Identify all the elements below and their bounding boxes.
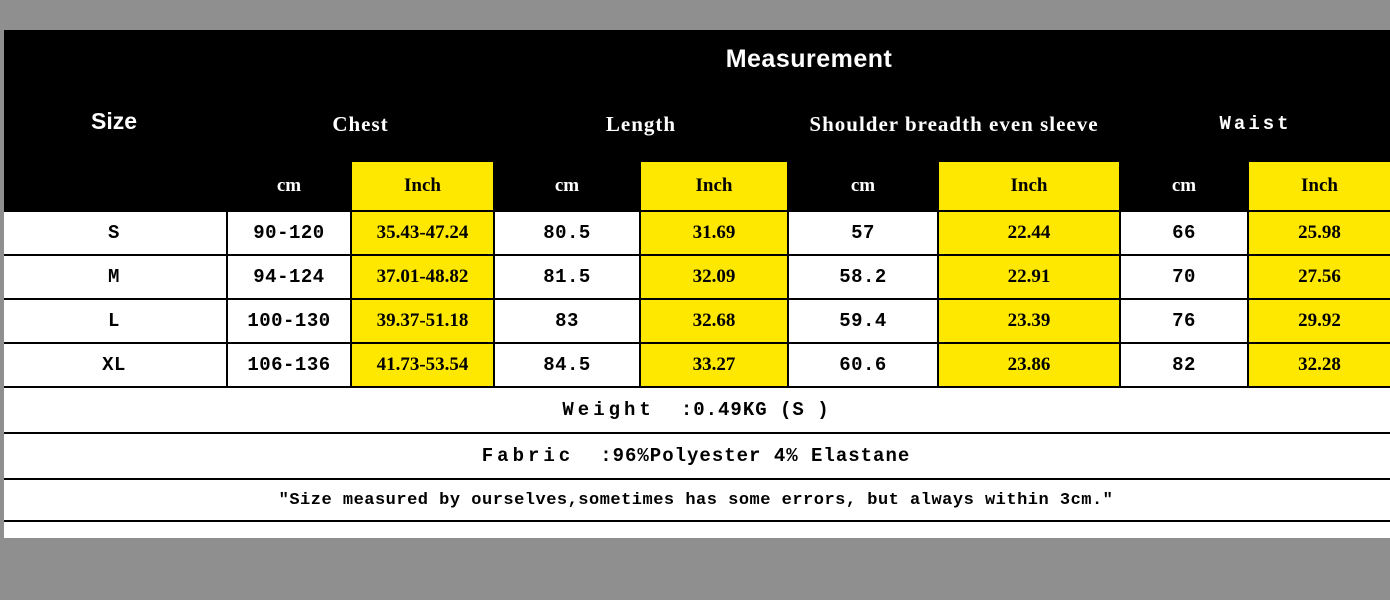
header-unit-waist-inch: Inch xyxy=(1248,161,1390,211)
header-unit-shoulder-cm: cm xyxy=(788,161,938,211)
cell-shoulder-inch: 23.86 xyxy=(938,343,1120,387)
disclaimer-text: "Size measured by ourselves,sometimes has some errors, but always within 3cm." xyxy=(1,479,1390,521)
cell-shoulder-inch: 23.39 xyxy=(938,299,1120,343)
cell-shoulder-cm: 57 xyxy=(788,211,938,255)
cell-length-cm: 81.5 xyxy=(494,255,640,299)
header-measurement: Measurement xyxy=(227,31,1390,87)
weight-note-row xyxy=(1,387,1390,433)
header-unit-waist-cm: cm xyxy=(1120,161,1248,211)
weight-note-cell xyxy=(1,387,1390,433)
table-row xyxy=(1,255,1390,299)
cell-chest-cm: 90-120 xyxy=(227,211,351,255)
bottom-background-strip xyxy=(0,538,1390,600)
header-unit-shoulder-inch: Inch xyxy=(938,161,1120,211)
cell-length-cm: 84.5 xyxy=(494,343,640,387)
cell-waist-cm: 66 xyxy=(1120,211,1248,255)
cell-size: L xyxy=(1,299,227,343)
header-unit-chest-inch: Inch xyxy=(351,161,494,211)
disclaimer-row xyxy=(1,479,1390,521)
fabric-label: Fabric xyxy=(481,445,575,467)
fabric-value: :96%Polyester 4% Elastane xyxy=(600,445,911,467)
header-unit-length-cm: cm xyxy=(494,161,640,211)
size-chart-table xyxy=(0,30,1390,522)
header-group-waist: Waist xyxy=(1120,87,1390,161)
cell-chest-inch: 41.73-53.54 xyxy=(351,343,494,387)
cell-size: M xyxy=(1,255,227,299)
table-row xyxy=(1,299,1390,343)
size-chart-container xyxy=(0,30,1390,538)
cell-waist-cm: 70 xyxy=(1120,255,1248,299)
cell-shoulder-inch: 22.44 xyxy=(938,211,1120,255)
cell-waist-cm: 82 xyxy=(1120,343,1248,387)
cell-waist-inch: 27.56 xyxy=(1248,255,1390,299)
cell-waist-cm: 76 xyxy=(1120,299,1248,343)
table-row xyxy=(1,211,1390,255)
cell-waist-inch: 32.28 xyxy=(1248,343,1390,387)
left-background-edge xyxy=(0,30,4,538)
cell-shoulder-cm: 58.2 xyxy=(788,255,938,299)
header-unit-chest-cm: cm xyxy=(227,161,351,211)
cell-length-inch: 32.09 xyxy=(640,255,788,299)
cell-shoulder-inch: 22.91 xyxy=(938,255,1120,299)
cell-chest-cm: 94-124 xyxy=(227,255,351,299)
cell-length-inch: 33.27 xyxy=(640,343,788,387)
cell-chest-inch: 35.43-47.24 xyxy=(351,211,494,255)
cell-length-inch: 31.69 xyxy=(640,211,788,255)
cell-length-inch: 32.68 xyxy=(640,299,788,343)
cell-length-cm: 83 xyxy=(494,299,640,343)
table-row xyxy=(1,343,1390,387)
cell-shoulder-cm: 59.4 xyxy=(788,299,938,343)
header-size: Size xyxy=(1,31,227,211)
header-group-shoulder: Shoulder breadth even sleeve xyxy=(788,87,1120,161)
top-background-strip xyxy=(0,0,1390,30)
header-group-chest: Chest xyxy=(227,87,494,161)
cell-chest-cm: 100-130 xyxy=(227,299,351,343)
fabric-note-cell xyxy=(1,433,1390,479)
header-unit-length-inch: Inch xyxy=(640,161,788,211)
cell-shoulder-cm: 60.6 xyxy=(788,343,938,387)
cell-length-cm: 80.5 xyxy=(494,211,640,255)
cell-chest-cm: 106-136 xyxy=(227,343,351,387)
table-header-row-1 xyxy=(1,31,1390,87)
weight-label: Weight xyxy=(562,399,655,421)
cell-chest-inch: 37.01-48.82 xyxy=(351,255,494,299)
fabric-note-row xyxy=(1,433,1390,479)
cell-size: S xyxy=(1,211,227,255)
cell-waist-inch: 25.98 xyxy=(1248,211,1390,255)
weight-value: :0.49KG (S ) xyxy=(680,399,830,421)
cell-waist-inch: 29.92 xyxy=(1248,299,1390,343)
header-group-length: Length xyxy=(494,87,788,161)
cell-size: XL xyxy=(1,343,227,387)
cell-chest-inch: 39.37-51.18 xyxy=(351,299,494,343)
